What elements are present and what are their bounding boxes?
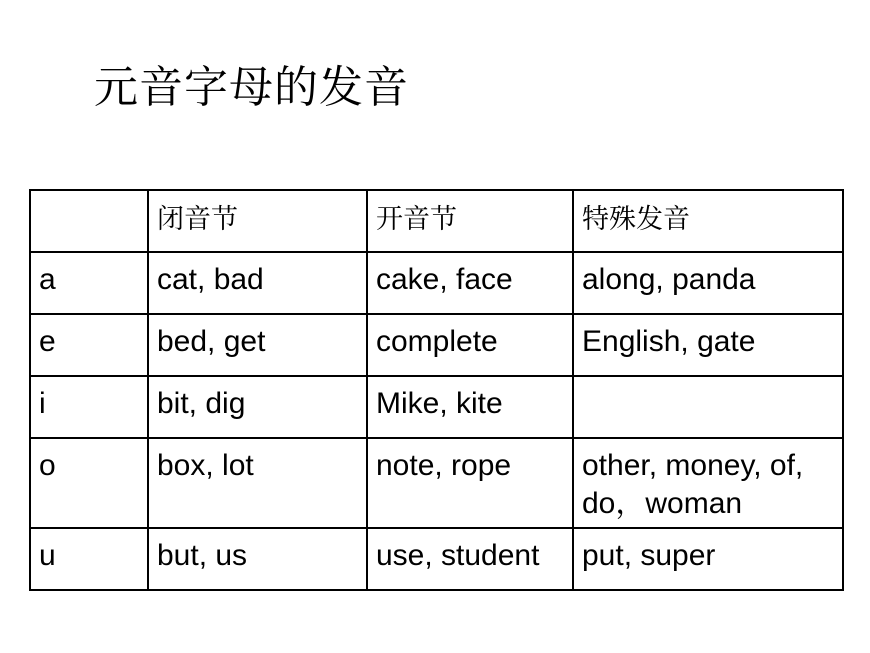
header-closed-syllable: 闭音节 bbox=[148, 190, 367, 252]
page-title: 元音字母的发音 bbox=[94, 62, 409, 113]
special-line-2: do，woman bbox=[582, 487, 743, 520]
closed-syllable-cell: but, us bbox=[148, 528, 367, 590]
special-pronunciation-cell: put, super bbox=[573, 528, 843, 590]
open-syllable-cell: use, student bbox=[367, 528, 573, 590]
closed-syllable-cell: cat, bad bbox=[148, 252, 367, 314]
vowel-letter-cell: o bbox=[30, 438, 148, 528]
special-pronunciation-cell bbox=[573, 438, 843, 528]
special-pronunciation-cell: along, panda bbox=[573, 252, 843, 314]
closed-syllable-cell: box, lot bbox=[148, 438, 367, 528]
table-row bbox=[30, 528, 843, 590]
table-row bbox=[30, 376, 843, 438]
header-corner-cell bbox=[30, 190, 148, 252]
open-syllable-cell: note, rope bbox=[367, 438, 573, 528]
header-special-pronunciation: 特殊发音 bbox=[573, 190, 843, 252]
table-row bbox=[30, 252, 843, 314]
closed-syllable-cell: bit, dig bbox=[148, 376, 367, 438]
vowel-letter-cell: u bbox=[30, 528, 148, 590]
vowel-letter-cell: a bbox=[30, 252, 148, 314]
special-pronunciation-cell bbox=[573, 376, 843, 438]
table-header-row bbox=[30, 190, 843, 252]
vowel-letter-cell: e bbox=[30, 314, 148, 376]
table-row bbox=[30, 438, 843, 528]
open-syllable-cell: complete bbox=[367, 314, 573, 376]
table-row bbox=[30, 314, 843, 376]
vowel-pronunciation-table bbox=[29, 189, 844, 591]
open-syllable-cell: Mike, kite bbox=[367, 376, 573, 438]
open-syllable-cell: cake, face bbox=[367, 252, 573, 314]
special-line-1: other, money, of, bbox=[582, 449, 804, 482]
header-open-syllable: 开音节 bbox=[367, 190, 573, 252]
vowel-letter-cell: i bbox=[30, 376, 148, 438]
closed-syllable-cell: bed, get bbox=[148, 314, 367, 376]
special-pronunciation-cell: English, gate bbox=[573, 314, 843, 376]
